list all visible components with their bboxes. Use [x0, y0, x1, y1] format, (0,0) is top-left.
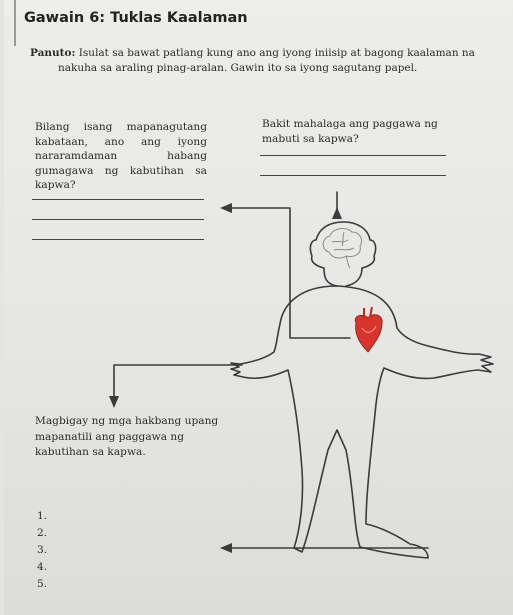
body-diagram [4, 0, 513, 615]
head-outline [310, 222, 375, 286]
question-hands: Magbigay ng mga hakbang upang mapanatili ang paggawa ng kabutihan sa kapwa. [35, 415, 219, 458]
directions-label: Panuto: [30, 47, 76, 59]
list-item[interactable]: 4. [37, 561, 48, 573]
list-item[interactable]: 5. [37, 578, 48, 590]
question-mind: Bilang isang mapanagutang kabataan, ano ang iyong nararamdaman habang gumagawa ng kabutihan sa kapwa? [35, 121, 207, 191]
heart-icon [355, 307, 382, 352]
list-item[interactable]: 2. [37, 527, 48, 539]
page-title: Gawain 6: Tuklas Kaalaman [24, 10, 248, 26]
directions-line2: nakuha sa araling pinag-aralan. Gawin ito sa iyong sagutang papel. [58, 62, 418, 74]
question-heart: Bakit mahalaga ang paggawa ng mabuti sa kapwa? [262, 118, 438, 145]
list-item[interactable]: 3. [37, 544, 48, 556]
brain-icon [323, 229, 361, 268]
worksheet-page [4, 0, 513, 615]
list-item[interactable]: 1. [37, 510, 48, 522]
directions-line1: Isulat sa bawat patlang kung ano ang iyong iniisip at bagong kaalaman na [78, 47, 475, 59]
